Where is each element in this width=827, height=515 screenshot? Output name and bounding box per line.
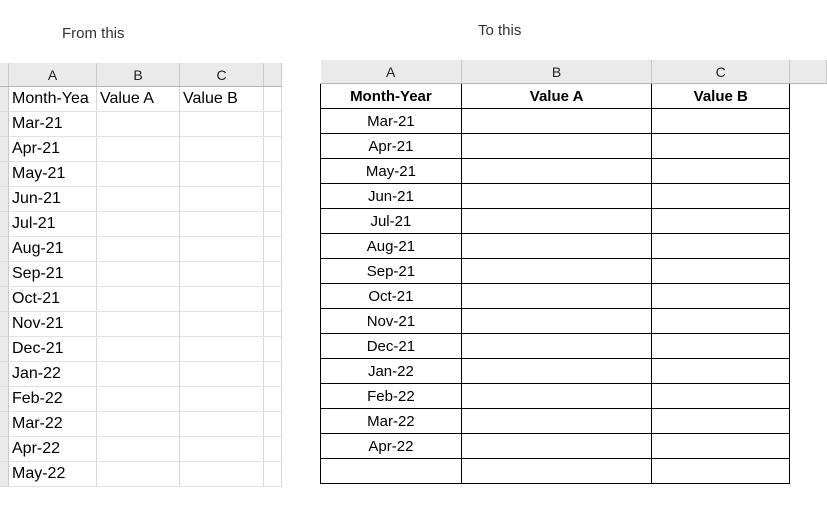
cell-b5[interactable] bbox=[97, 187, 180, 212]
cell-c5[interactable] bbox=[652, 184, 790, 209]
cell-c2[interactable] bbox=[652, 109, 790, 134]
cell-b5[interactable] bbox=[461, 184, 652, 209]
table-row bbox=[0, 412, 282, 437]
cell-b15[interactable] bbox=[461, 434, 652, 459]
cell-c9[interactable] bbox=[180, 287, 264, 312]
cell-d10[interactable] bbox=[790, 309, 827, 334]
cell-b7[interactable] bbox=[97, 237, 180, 262]
cell-b13[interactable] bbox=[461, 384, 652, 409]
column-header-row bbox=[321, 60, 827, 84]
cell-a14[interactable]: Mar-22 bbox=[321, 409, 462, 434]
cell-d4[interactable] bbox=[264, 162, 282, 187]
table-row bbox=[0, 287, 282, 312]
cell-a3[interactable]: Apr-21 bbox=[9, 137, 97, 162]
cell-b1[interactable]: Value A bbox=[97, 87, 180, 112]
row-gutter[interactable] bbox=[0, 312, 9, 337]
cell-a16[interactable] bbox=[321, 459, 462, 484]
table-row-empty bbox=[321, 459, 827, 484]
cell-c3[interactable] bbox=[652, 134, 790, 159]
cell-c12[interactable] bbox=[180, 362, 264, 387]
row-gutter[interactable] bbox=[0, 437, 9, 462]
cell-d1[interactable] bbox=[264, 87, 282, 112]
cell-b16[interactable] bbox=[97, 462, 180, 487]
cell-d11[interactable] bbox=[264, 337, 282, 362]
cell-c15[interactable] bbox=[180, 437, 264, 462]
table-row bbox=[321, 309, 827, 334]
cell-b11[interactable] bbox=[97, 337, 180, 362]
row-gutter[interactable] bbox=[0, 462, 9, 487]
cell-d7[interactable] bbox=[264, 237, 282, 262]
cell-a15[interactable]: Apr-22 bbox=[321, 434, 462, 459]
caption-to-this: To this bbox=[478, 22, 522, 39]
cell-b6[interactable] bbox=[461, 209, 652, 234]
cell-c1[interactable]: Value B bbox=[652, 84, 790, 109]
cell-a8[interactable]: Sep-21 bbox=[321, 259, 462, 284]
cell-d2[interactable] bbox=[264, 112, 282, 137]
cell-a14[interactable]: Mar-22 bbox=[9, 412, 97, 437]
cell-a6[interactable]: Jul-21 bbox=[321, 209, 462, 234]
cell-a3[interactable]: Apr-21 bbox=[321, 134, 462, 159]
cell-a1[interactable]: Month-Yea bbox=[9, 87, 97, 112]
cell-b4[interactable] bbox=[97, 162, 180, 187]
cell-a5[interactable]: Jun-21 bbox=[9, 187, 97, 212]
cell-d3[interactable] bbox=[264, 137, 282, 162]
cell-b2[interactable] bbox=[461, 109, 652, 134]
column-header-d[interactable] bbox=[790, 60, 827, 84]
cell-a12[interactable]: Jan-22 bbox=[9, 362, 97, 387]
source-spreadsheet[interactable] bbox=[0, 63, 282, 487]
row-gutter[interactable] bbox=[0, 412, 9, 437]
cell-b10[interactable] bbox=[461, 309, 652, 334]
table-row bbox=[321, 384, 827, 409]
column-header-a[interactable]: A bbox=[321, 60, 462, 84]
table-row bbox=[0, 387, 282, 412]
cell-d5[interactable] bbox=[790, 184, 827, 209]
cell-a4[interactable]: May-21 bbox=[321, 159, 462, 184]
cell-a13[interactable]: Feb-22 bbox=[321, 384, 462, 409]
table-row bbox=[0, 337, 282, 362]
table-row bbox=[0, 137, 282, 162]
cell-a10[interactable]: Nov-21 bbox=[321, 309, 462, 334]
cell-c16[interactable] bbox=[652, 459, 790, 484]
cell-a8[interactable]: Sep-21 bbox=[9, 262, 97, 287]
cell-a7[interactable]: Aug-21 bbox=[321, 234, 462, 259]
cell-a15[interactable]: Apr-22 bbox=[9, 437, 97, 462]
cell-b7[interactable] bbox=[461, 234, 652, 259]
table-header-row bbox=[321, 84, 827, 109]
cell-b10[interactable] bbox=[97, 312, 180, 337]
column-header-row bbox=[0, 63, 282, 87]
cell-a6[interactable]: Jul-21 bbox=[9, 212, 97, 237]
cell-d14[interactable] bbox=[264, 412, 282, 437]
table-row bbox=[321, 334, 827, 359]
cell-d15[interactable] bbox=[790, 434, 827, 459]
cell-c12[interactable] bbox=[652, 359, 790, 384]
cell-c16[interactable] bbox=[180, 462, 264, 487]
table-row bbox=[0, 362, 282, 387]
cell-b12[interactable] bbox=[97, 362, 180, 387]
row-gutter[interactable] bbox=[0, 337, 9, 362]
cell-d10[interactable] bbox=[264, 312, 282, 337]
cell-b9[interactable] bbox=[461, 284, 652, 309]
cell-d11[interactable] bbox=[790, 334, 827, 359]
cell-b11[interactable] bbox=[461, 334, 652, 359]
row-gutter[interactable] bbox=[0, 212, 9, 237]
cell-c7[interactable] bbox=[180, 237, 264, 262]
cell-d13[interactable] bbox=[264, 387, 282, 412]
cell-c13[interactable] bbox=[652, 384, 790, 409]
cell-b14[interactable] bbox=[97, 412, 180, 437]
cell-d12[interactable] bbox=[264, 362, 282, 387]
cell-c14[interactable] bbox=[180, 412, 264, 437]
row-gutter[interactable] bbox=[0, 287, 9, 312]
table-row bbox=[0, 212, 282, 237]
cell-d2[interactable] bbox=[790, 109, 827, 134]
table-row bbox=[0, 437, 282, 462]
cell-d8[interactable] bbox=[790, 259, 827, 284]
table-row bbox=[0, 462, 282, 487]
cell-c6[interactable] bbox=[180, 212, 264, 237]
cell-b8[interactable] bbox=[97, 262, 180, 287]
row-gutter[interactable] bbox=[0, 137, 9, 162]
row-gutter[interactable] bbox=[0, 362, 9, 387]
table-row bbox=[321, 259, 827, 284]
cell-a2[interactable]: Mar-21 bbox=[9, 112, 97, 137]
cell-d3[interactable] bbox=[790, 134, 827, 159]
cell-c7[interactable] bbox=[652, 234, 790, 259]
table-row bbox=[321, 159, 827, 184]
cell-a11[interactable]: Dec-21 bbox=[321, 334, 462, 359]
caption-from-this: From this bbox=[62, 25, 125, 42]
cell-d6[interactable] bbox=[790, 209, 827, 234]
cell-c5[interactable] bbox=[180, 187, 264, 212]
cell-b4[interactable] bbox=[461, 159, 652, 184]
result-spreadsheet[interactable] bbox=[320, 60, 827, 484]
cell-c9[interactable] bbox=[652, 284, 790, 309]
table-row bbox=[321, 134, 827, 159]
table-row bbox=[0, 112, 282, 137]
cell-d4[interactable] bbox=[790, 159, 827, 184]
cell-d13[interactable] bbox=[790, 384, 827, 409]
cell-a16[interactable]: May-22 bbox=[9, 462, 97, 487]
cell-b16[interactable] bbox=[461, 459, 652, 484]
cell-c11[interactable] bbox=[180, 337, 264, 362]
cell-d5[interactable] bbox=[264, 187, 282, 212]
table-row bbox=[321, 184, 827, 209]
cell-b15[interactable] bbox=[97, 437, 180, 462]
cell-b9[interactable] bbox=[97, 287, 180, 312]
cell-a10[interactable]: Nov-21 bbox=[9, 312, 97, 337]
cell-b8[interactable] bbox=[461, 259, 652, 284]
cell-c8[interactable] bbox=[180, 262, 264, 287]
cell-a1[interactable]: Month-Year bbox=[321, 84, 462, 109]
cell-c14[interactable] bbox=[652, 409, 790, 434]
cell-d7[interactable] bbox=[790, 234, 827, 259]
cell-d14[interactable] bbox=[790, 409, 827, 434]
column-header-c[interactable]: C bbox=[652, 60, 790, 84]
table-row bbox=[321, 234, 827, 259]
row-gutter[interactable] bbox=[0, 237, 9, 262]
cell-b2[interactable] bbox=[97, 112, 180, 137]
cell-b14[interactable] bbox=[461, 409, 652, 434]
column-header-c[interactable]: C bbox=[180, 63, 264, 87]
column-header-a[interactable]: A bbox=[9, 63, 97, 87]
cell-a13[interactable]: Feb-22 bbox=[9, 387, 97, 412]
table-row bbox=[321, 109, 827, 134]
cell-c6[interactable] bbox=[652, 209, 790, 234]
cell-b3[interactable] bbox=[97, 137, 180, 162]
cell-b6[interactable] bbox=[97, 212, 180, 237]
cell-d9[interactable] bbox=[790, 284, 827, 309]
cell-c2[interactable] bbox=[180, 112, 264, 137]
cell-a2[interactable]: Mar-21 bbox=[321, 109, 462, 134]
cell-c10[interactable] bbox=[180, 312, 264, 337]
row-gutter[interactable] bbox=[0, 387, 9, 412]
cell-c4[interactable] bbox=[180, 162, 264, 187]
table-row bbox=[321, 284, 827, 309]
row-gutter[interactable] bbox=[0, 262, 9, 287]
column-header-b[interactable]: B bbox=[461, 60, 652, 84]
table-row bbox=[0, 262, 282, 287]
cell-d16[interactable] bbox=[264, 462, 282, 487]
cell-d1[interactable] bbox=[790, 84, 827, 109]
cell-d12[interactable] bbox=[790, 359, 827, 384]
table-row bbox=[0, 162, 282, 187]
table-row bbox=[321, 209, 827, 234]
cell-c4[interactable] bbox=[652, 159, 790, 184]
cell-c8[interactable] bbox=[652, 259, 790, 284]
cell-a7[interactable]: Aug-21 bbox=[9, 237, 97, 262]
cell-d6[interactable] bbox=[264, 212, 282, 237]
cell-d15[interactable] bbox=[264, 437, 282, 462]
cell-c1[interactable]: Value B bbox=[180, 87, 264, 112]
select-all-corner[interactable] bbox=[0, 63, 9, 87]
cell-c15[interactable] bbox=[652, 434, 790, 459]
row-gutter[interactable] bbox=[0, 112, 9, 137]
cell-a5[interactable]: Jun-21 bbox=[321, 184, 462, 209]
cell-c13[interactable] bbox=[180, 387, 264, 412]
table-row bbox=[0, 237, 282, 262]
cell-a11[interactable]: Dec-21 bbox=[9, 337, 97, 362]
cell-b13[interactable] bbox=[97, 387, 180, 412]
cell-b12[interactable] bbox=[461, 359, 652, 384]
table-row bbox=[321, 359, 827, 384]
cell-c10[interactable] bbox=[652, 309, 790, 334]
table-row bbox=[0, 87, 282, 112]
cell-c11[interactable] bbox=[652, 334, 790, 359]
table-row bbox=[0, 312, 282, 337]
cell-d8[interactable] bbox=[264, 262, 282, 287]
cell-a9[interactable]: Oct-21 bbox=[321, 284, 462, 309]
cell-a9[interactable]: Oct-21 bbox=[9, 287, 97, 312]
column-header-d[interactable] bbox=[264, 63, 282, 87]
row-gutter[interactable] bbox=[0, 87, 9, 112]
cell-b1[interactable]: Value A bbox=[461, 84, 652, 109]
cell-a4[interactable]: May-21 bbox=[9, 162, 97, 187]
cell-d16[interactable] bbox=[790, 459, 827, 484]
cell-d9[interactable] bbox=[264, 287, 282, 312]
table-row bbox=[321, 409, 827, 434]
column-header-b[interactable]: B bbox=[97, 63, 180, 87]
cell-a12[interactable]: Jan-22 bbox=[321, 359, 462, 384]
table-row bbox=[0, 187, 282, 212]
row-gutter[interactable] bbox=[0, 187, 9, 212]
cell-c3[interactable] bbox=[180, 137, 264, 162]
row-gutter[interactable] bbox=[0, 162, 9, 187]
table-row bbox=[321, 434, 827, 459]
cell-b3[interactable] bbox=[461, 134, 652, 159]
